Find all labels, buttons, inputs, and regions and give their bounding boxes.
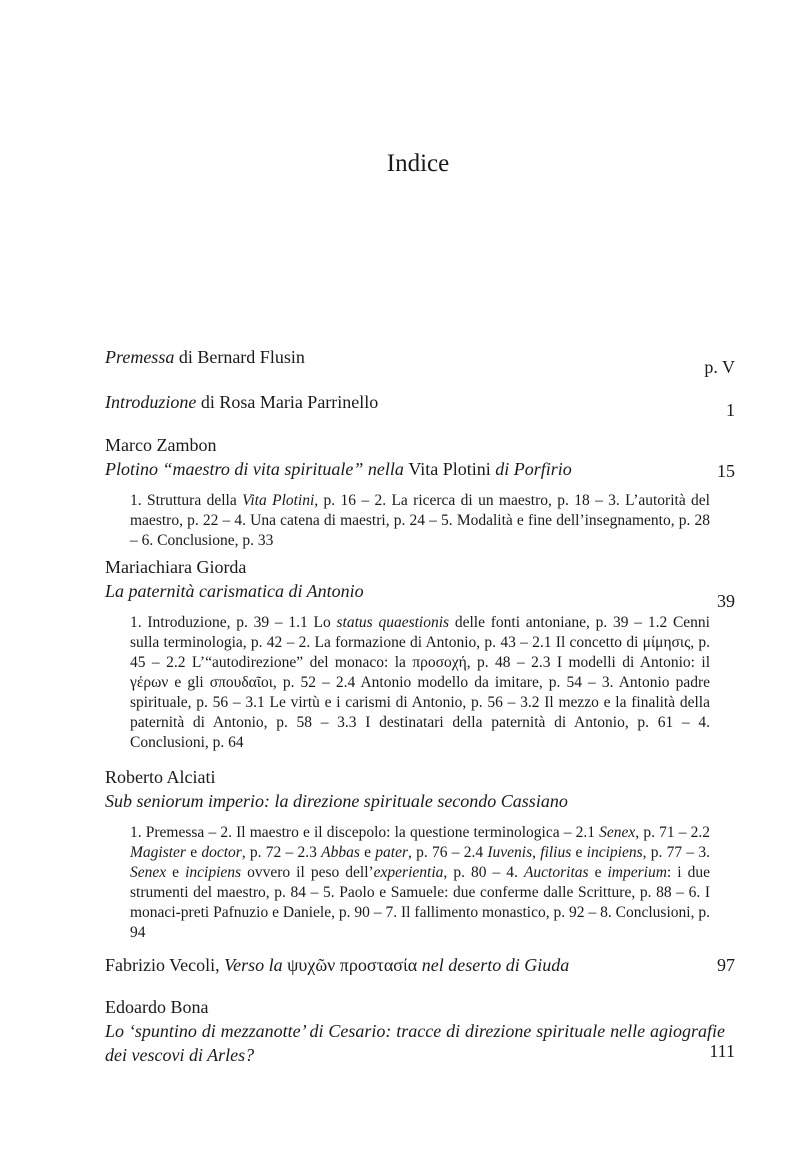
author-name: Edoardo Bona [105, 997, 209, 1017]
toc-entry-vecoli[interactable] [105, 953, 735, 977]
entry-title-italic: Introduzione [105, 392, 197, 412]
entry-contents: 1. Struttura della Vita Plotini, p. 16 – 2. La ricerca di un maestro, p. 18 – 3. L’autorità del maestro, p. 22 – 4. Una catena di maestri, p. 24 – 5. Modalità e fine dell’insegnamento, p. 28 – 6. Conclusione, p. 33 [130, 492, 710, 549]
page-number: 111 [709, 1041, 735, 1061]
entry-title: Fabrizio Vecoli, Verso la ψυχῶν προστασία nel deserto di Giuda [105, 955, 570, 975]
toc-entry-bona[interactable] [105, 995, 735, 1067]
page-number: 1 [726, 400, 735, 420]
page-number: 15 [717, 461, 735, 481]
toc-entry-giorda[interactable] [105, 555, 735, 753]
entry-contents: 1. Premessa – 2. Il maestro e il discepolo: la questione terminologica – 2.1 Senex, p. 71 – 2.2 Magister e doctor, p. 72 – 2.3 Abbas e pater, p. 76 – 2.4 Iuvenis, filius e incipiens, p. 77 – 3. Senex e incipiens ovvero il peso dell’experientia, p. 80 – 4. Auctoritas e imperium: i due strumenti del maestro, p. 84 – 5. Paolo e Samuele: due conferme dalle Scritture, p. 88 – 6. I monaci-preti Pafnuzio e Daniele, p. 90 – 7. Il fallimento monastico, p. 92 – 8. Conclusioni, p. 94 [130, 824, 711, 941]
author-name: Marco Zambon [105, 435, 217, 455]
entry-contents: 1. Introduzione, p. 39 – 1.1 Lo status quaestionis delle fonti antoniane, p. 39 – 1.2 Cenni sulla terminologia, p. 42 – 2. La formazione di Antonio, p. 43 – 2.1 Il concetto di μίμησις, p. 45 – 2.2 L’“autodirezione” del monaco: la προσοχή, p. 48 – 2.3 I modelli di Antonio: il γέρων e gli σπουδαῖοι, p. 52 – 2.4 Antonio modello da imitare, p. 54 – 3. Antonio padre spirituale, p. 56 – 3.1 Le virtù e i carismi di Antonio, p. 56 – 3.2 Il mezzo e la finalità della paternità di Antonio, p. 58 – 3.3 I destinatari della paternità di Antonio, p. 61 – 4. Conclusioni, p. 64 [130, 614, 710, 751]
page-number: 39 [717, 591, 735, 611]
entry-title: La paternità carismatica di Antonio [105, 581, 364, 601]
page-title: Indice [386, 150, 450, 177]
author-name: Mariachiara Giorda [105, 557, 247, 577]
entry-title [105, 345, 735, 369]
entry-title: Plotino “maestro di vita spirituale” nella Vita Plotini di Porfirio [105, 459, 572, 479]
entry-title-rest: di Bernard Flusin [174, 347, 305, 367]
entry-title-rest: di Rosa Maria Parrinello [196, 392, 379, 412]
toc-entry-introduzione[interactable] [105, 390, 735, 420]
entry-title-italic: Premessa [105, 347, 175, 367]
entry-title [105, 390, 735, 414]
entry-title: Sub seniorum imperio: la direzione spirituale secondo Cassiano [105, 791, 568, 811]
toc-entry-zambon[interactable] [105, 433, 735, 551]
toc-entry-premessa[interactable] [105, 345, 735, 377]
page-number: 97 [717, 955, 735, 975]
author-name: Roberto Alciati [105, 767, 216, 787]
entry-title: Lo ‘spuntino di mezzanotte’ di Cesario: tracce di direzione spirituale nelle agiografie dei vescovi di Arles? [105, 1021, 725, 1065]
page-number: p. V [704, 357, 735, 377]
toc-entry-alciati[interactable] [105, 765, 735, 943]
